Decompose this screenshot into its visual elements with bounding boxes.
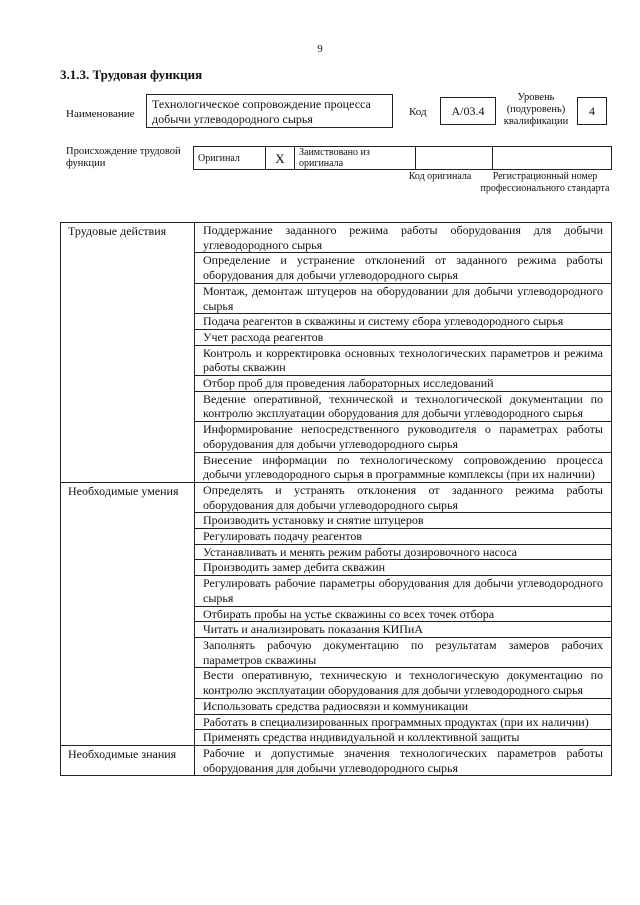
original-label: Оригинал (194, 147, 266, 170)
origin-table (193, 146, 612, 170)
list-item: Учет расхода реагентов (195, 330, 611, 346)
section-title: Необходимые умения (61, 482, 195, 745)
list-item: Устанавливать и менять режим работы дозировочного насоса (195, 545, 611, 561)
list-item: Рабочие и допустимые значения технологических параметров работы оборудования для добычи углеводородного сырья (203, 745, 603, 775)
list-item: Ведение оперативной, технической и технологической документации по контролю эксплуатации оборудования для добычи углеводородного сырья (195, 392, 611, 422)
name-value: Технологическое сопровождение процесса добычи углеводородного сырья (146, 94, 393, 128)
function-header (60, 91, 612, 135)
section-heading: 3.1.3. Трудовая функция (60, 67, 203, 82)
code-original-cell (416, 147, 493, 170)
code-label: Код (409, 106, 427, 118)
list-item: Определять и устранять отклонения от заданного режима работы оборудования для добычи углеводородного сырья (195, 483, 611, 513)
list-item: Внесение информации по технологическому сопровождению процесса добычи углеводородного сырья в программные комплексы (при их наличии) (203, 452, 603, 482)
name-label: Наименование (66, 108, 135, 120)
level-label: Уровень (подуровень) квалификации (503, 92, 569, 127)
list-item: Производить замер дебита скважин (195, 560, 611, 576)
list-item: Применять средства индивидуальной и коллективной защиты (203, 730, 520, 745)
section-title: Трудовые действия (61, 223, 195, 483)
list-item: Регулировать рабочие параметры оборудования для добычи углеводородного сырья (195, 576, 611, 606)
section-row (61, 482, 612, 745)
list-item: Регулировать подачу реагентов (195, 529, 611, 545)
list-item: Читать и анализировать показания КИПиА (195, 622, 611, 638)
list-item: Отбор проб для проведения лабораторных исследований (195, 376, 611, 392)
page-number: 9 (317, 43, 323, 55)
borrowed-label: Заимствовано из оригинала (295, 147, 416, 170)
code-value: А/03.4 (440, 97, 496, 125)
list-item: Контроль и корректировка основных технологических параметров и режима работы скважин (195, 346, 611, 376)
list-item: Заполнять рабочую документацию по результатам замеров рабочих параметров скважины (195, 638, 611, 668)
list-item: Производить установку и снятие штуцеров (195, 513, 611, 529)
origin-label: Происхождение трудовой функции (66, 146, 181, 169)
origin-section (60, 146, 612, 206)
list-item: Информирование непосредственного руководителя о параметрах работы оборудования для добычи углеводородного сырья (195, 422, 611, 452)
list-item: Работать в специализированных программных продуктах (при их наличии) (195, 715, 611, 731)
reg-number-caption: Регистрационный номер профессионального стандарта (480, 171, 610, 194)
list-item: Определение и устранение отклонений от заданного режима работы оборудования для добычи углеводородного сырья (195, 253, 611, 283)
reg-number-cell (493, 147, 612, 170)
list-item: Вести оперативную, техническую и технологическую документацию по контролю эксплуатации оборудования для добычи углеводородного сырья (195, 668, 611, 698)
list-item: Поддержание заданного режима работы оборудования для добычи углеводородного сырья (195, 223, 611, 253)
section-row (61, 223, 612, 483)
section-row (61, 745, 612, 775)
list-item: Отбирать пробы на устье скважины со всех точек отбора (195, 607, 611, 623)
list-item: Подача реагентов в скважины и систему сбора углеводородного сырья (195, 314, 611, 330)
list-item: Монтаж, демонтаж штуцеров на оборудовании для добычи углеводородного сырья (195, 284, 611, 314)
list-item: Использовать средства радиосвязи и коммуникации (195, 699, 611, 715)
original-mark: X (266, 147, 295, 170)
section-title: Необходимые знания (61, 745, 195, 775)
code-original-caption: Код оригинала (408, 171, 472, 182)
level-value: 4 (577, 97, 607, 125)
labor-function-table (60, 222, 612, 776)
